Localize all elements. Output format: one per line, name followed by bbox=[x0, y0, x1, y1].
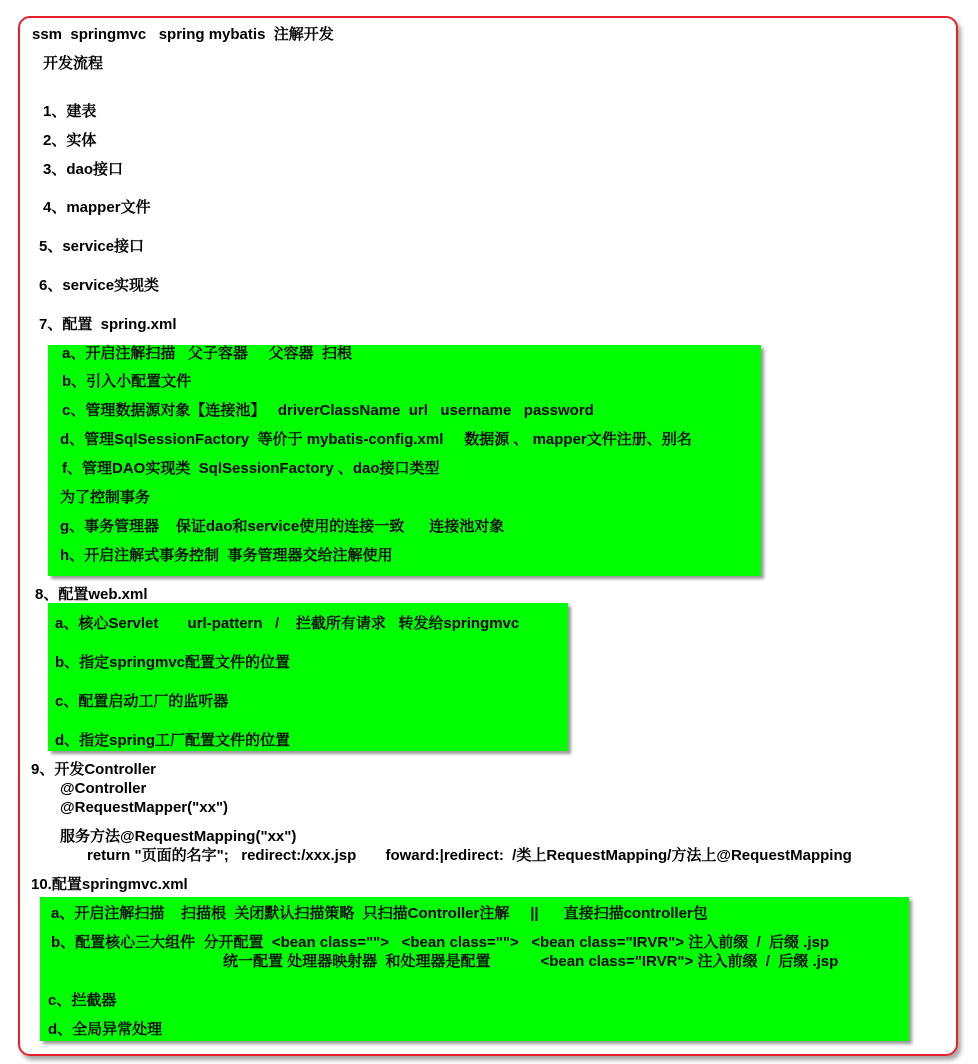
controller-annotation: @Controller bbox=[60, 780, 147, 797]
doc-title: ssm springmvc spring mybatis 注解开发 bbox=[32, 26, 334, 43]
web-item-b: b、指定springmvc配置文件的位置 bbox=[55, 654, 291, 671]
request-mapper-annotation: @RequestMapper("xx") bbox=[60, 799, 229, 816]
step-5: 5、service接口 bbox=[39, 238, 145, 255]
step-8: 8、配置web.xml bbox=[35, 586, 148, 603]
step-3: 3、dao接口 bbox=[43, 161, 124, 178]
spring-item-a: a、开启注解扫描 父子容器 父容器 扫根 bbox=[62, 345, 353, 362]
spring-item-c: c、管理数据源对象【连接池】 driverClassName url username password bbox=[62, 402, 594, 419]
step-1: 1、建表 bbox=[43, 103, 97, 120]
springmvc-item-c: c、拦截器 bbox=[48, 992, 117, 1009]
spring-note-transaction: 为了控制事务 bbox=[60, 489, 151, 506]
springmvc-item-d: d、全局异常处理 bbox=[48, 1021, 163, 1038]
web-item-c: c、配置启动工厂的监听器 bbox=[55, 693, 229, 710]
springmvc-item-b-unified: 统一配置 处理器映射器 和处理器是配置 <bean class="IRVR"> 注入前缀 / 后缀 .jsp bbox=[223, 953, 839, 970]
step-7: 7、配置 spring.xml bbox=[39, 316, 177, 333]
spring-item-b: b、引入小配置文件 bbox=[62, 373, 192, 390]
springmvc-item-b: b、配置核心三大组件 分开配置 <bean class=""> <bean class=""> <bean class="IRVR"> 注入前缀 / 后缀 .jsp bbox=[51, 934, 830, 951]
spring-item-f: f、管理DAO实现类 SqlSessionFactory 、dao接口类型 bbox=[62, 460, 440, 477]
doc-subtitle: 开发流程 bbox=[43, 55, 104, 72]
web-item-d: d、指定spring工厂配置文件的位置 bbox=[55, 732, 290, 749]
springmvc-config-box bbox=[40, 897, 909, 1041]
step-10: 10.配置springmvc.xml bbox=[31, 876, 188, 893]
step-4: 4、mapper文件 bbox=[43, 199, 151, 216]
spring-config-box bbox=[48, 345, 761, 576]
spring-item-h: h、开启注解式事务控制 事务管理器交给注解使用 bbox=[60, 547, 393, 564]
springmvc-item-a: a、开启注解扫描 扫描根 关闭默认扫描策略 只扫描Controller注解 || 直接扫描controller包 bbox=[51, 905, 708, 922]
web-item-a: a、核心Servlet url-pattern / 拦截所有请求 转发给springmvc bbox=[55, 615, 520, 632]
service-method-line: 服务方法@RequestMapping("xx") bbox=[60, 828, 297, 845]
step-6: 6、service实现类 bbox=[39, 277, 160, 294]
return-line: return "页面的名字"; redirect:/xxx.jsp foward:|redirect: /类上RequestMapping/方法上@RequestMapping bbox=[87, 847, 852, 864]
step-2: 2、实体 bbox=[43, 132, 97, 149]
web-config-box bbox=[48, 603, 568, 751]
spring-item-g: g、事务管理器 保证dao和service使用的连接一致 连接池对象 bbox=[60, 518, 505, 535]
step-9: 9、开发Controller bbox=[31, 761, 157, 778]
spring-item-d: d、管理SqlSessionFactory 等价于 mybatis-config.xml 数据源 、 mapper文件注册、别名 bbox=[60, 431, 692, 448]
